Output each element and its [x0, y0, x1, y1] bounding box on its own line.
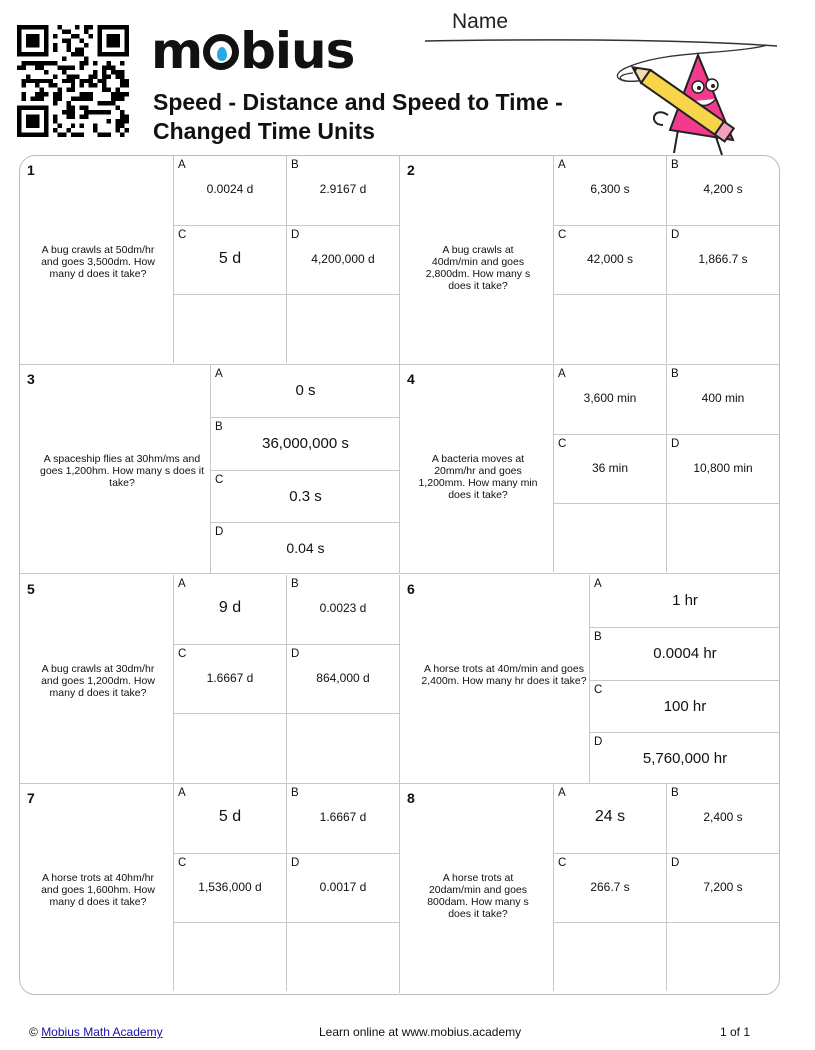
answer-letter: B [671, 368, 679, 380]
answer-value: 1.6667 d [206, 671, 254, 685]
answer-letter: B [594, 631, 602, 644]
answer-letter: C [558, 229, 567, 241]
mobius-logo: m bius [151, 22, 355, 80]
answer-letter: A [558, 159, 566, 171]
answer-letter: B [671, 787, 679, 799]
answer-letter: D [671, 438, 680, 450]
answer-value: 0.0017 d [319, 880, 367, 894]
worksheet-grid [19, 155, 780, 995]
answer-choice-b[interactable] [286, 784, 399, 853]
answer-choice-c[interactable] [173, 225, 286, 294]
answer-letter: D [291, 857, 300, 869]
footer-learn-online: Learn online at www.mobius.academy [319, 1025, 522, 1039]
problem-7 [20, 784, 400, 993]
problem-number: 7 [27, 790, 35, 806]
answer-letter: A [178, 578, 186, 590]
answer-letter: D [291, 648, 300, 660]
answer-value: 2,400 s [703, 810, 743, 824]
answer-choice-d[interactable] [589, 732, 780, 784]
problem-question: A horse trots at 40m/min and goes 2,400m. How many hr does it take? [421, 663, 587, 687]
answer-value: 2.9167 d [319, 182, 367, 196]
answer-choice-a[interactable] [173, 156, 286, 225]
problem-question: A bug crawls at 40dm/min and goes 2,800dm. How many s does it take? [425, 244, 531, 292]
answer-choice-d[interactable] [286, 644, 399, 713]
answer-choice-a[interactable] [173, 575, 286, 644]
work-area [666, 503, 779, 572]
problem-number: 4 [407, 371, 415, 387]
answer-choice-c[interactable] [589, 680, 780, 732]
answer-letter: C [558, 857, 567, 869]
work-area [173, 294, 286, 363]
answer-choice-a[interactable] [173, 784, 286, 853]
name-label: Name [452, 10, 509, 33]
answer-value: 1,866.7 s [698, 252, 748, 266]
answer-value: 400 min [701, 391, 745, 405]
work-area [173, 922, 286, 991]
answer-choice-d[interactable] [210, 522, 400, 574]
answer-choice-b[interactable] [666, 784, 779, 853]
answer-value: 864,000 d [316, 671, 370, 685]
answer-choice-b[interactable] [286, 575, 399, 644]
answer-letter: B [291, 787, 299, 799]
problem-question: A horse trots at 20dam/min and goes 800dam. How many s does it take? [427, 872, 529, 920]
footer-copyright: © Mobius Math Academy [29, 1025, 163, 1039]
work-area [286, 922, 399, 991]
answer-value: 36,000,000 s [262, 435, 349, 453]
problem-number: 2 [407, 162, 415, 178]
answer-choice-d[interactable] [666, 853, 779, 922]
answer-choice-b[interactable] [286, 156, 399, 225]
answer-choice-a[interactable] [210, 365, 400, 417]
answer-choice-c[interactable] [173, 853, 286, 922]
answer-value: 4,200 s [703, 182, 743, 196]
answer-choice-c[interactable] [173, 644, 286, 713]
problem-number: 6 [407, 581, 415, 597]
answer-choice-b[interactable] [666, 156, 779, 225]
answer-choice-c[interactable] [553, 434, 666, 503]
answer-value: 5 d [218, 808, 242, 825]
problem-number: 5 [27, 581, 35, 597]
answer-letter: D [291, 229, 300, 241]
answer-choice-d[interactable] [666, 225, 779, 294]
answer-choice-a[interactable] [589, 575, 780, 627]
work-area [173, 713, 286, 782]
problem-number: 3 [27, 371, 35, 387]
page-indicator: 1 of 1 [720, 1025, 751, 1039]
work-area [286, 294, 399, 363]
answer-value: 0.0004 hr [653, 645, 717, 663]
work-area [666, 922, 779, 991]
logo-drop-icon [203, 34, 239, 70]
answer-letter: D [215, 525, 224, 538]
answer-letter: A [594, 578, 602, 590]
answer-value: 3,600 min [583, 391, 637, 405]
answer-value: 10,800 min [693, 461, 753, 475]
problem-1 [20, 156, 400, 365]
answer-letter: D [671, 229, 680, 241]
answer-value: 24 s [594, 808, 626, 825]
answer-choice-a[interactable] [553, 784, 666, 853]
answer-choice-d[interactable] [286, 853, 399, 922]
answer-value: 266.7 s [590, 880, 630, 894]
answer-choice-a[interactable] [553, 156, 666, 225]
mobius-academy-link[interactable]: Mobius Math Academy [41, 1025, 163, 1039]
answer-value: 0.0024 d [206, 182, 254, 196]
problem-question: A spaceship flies at 30hm/ms and goes 1,200hm. How many s does it take? [39, 453, 204, 489]
answer-letter: A [178, 787, 186, 799]
answer-letter: A [558, 368, 566, 380]
answer-value: 36 min [591, 461, 629, 475]
answer-letter: C [178, 229, 187, 241]
title-line-2: Changed Time Units [153, 118, 375, 144]
problem-4 [400, 365, 780, 574]
answer-letter: A [178, 159, 186, 171]
answer-letter: C [178, 648, 187, 660]
answer-letter: C [594, 683, 603, 696]
answer-letter: B [671, 159, 679, 171]
work-area [553, 294, 666, 363]
answer-letter: D [594, 735, 603, 748]
work-area [553, 922, 666, 991]
answer-choice-c[interactable] [210, 470, 400, 522]
worksheet-title [153, 88, 623, 146]
qr-code [17, 25, 129, 137]
answer-value: 9 d [218, 599, 242, 616]
answer-choice-a[interactable] [553, 365, 666, 434]
work-area [666, 294, 779, 363]
answer-value: 6,300 s [590, 182, 630, 196]
answer-value: 7,200 s [703, 880, 743, 894]
problem-5 [20, 575, 400, 784]
answer-choice-c[interactable] [553, 225, 666, 294]
answer-letter: B [215, 421, 223, 434]
answer-letter: A [558, 787, 566, 799]
answer-value: 0.3 s [289, 487, 322, 505]
answer-choice-b[interactable] [666, 365, 779, 434]
answer-value: 1.6667 d [319, 810, 367, 824]
answer-choice-d[interactable] [666, 434, 779, 503]
answer-value: 42,000 s [586, 252, 634, 266]
problem-2 [400, 156, 780, 365]
answer-letter: C [178, 857, 187, 869]
answer-letter: D [671, 857, 680, 869]
answer-choice-c[interactable] [553, 853, 666, 922]
problem-question: A bug crawls at 50dm/hr and goes 3,500dm. How many d does it take? [41, 244, 155, 280]
answer-choice-b[interactable] [589, 627, 780, 679]
answer-value: 5 d [218, 250, 242, 267]
answer-value: 0 s [295, 382, 316, 399]
problem-3 [20, 365, 400, 574]
answer-choice-b[interactable] [210, 417, 400, 469]
answer-value: 100 hr [663, 697, 707, 715]
answer-value: 4,200,000 d [311, 252, 375, 266]
answer-letter: B [291, 159, 299, 171]
answer-value: 5,760,000 hr [642, 749, 728, 767]
answer-value: 0.0023 d [319, 601, 367, 615]
problem-number: 8 [407, 790, 415, 806]
answer-value: 1,536,000 d [198, 880, 262, 894]
answer-letter: C [558, 438, 567, 450]
work-area [553, 503, 666, 572]
problem-8 [400, 784, 780, 993]
answer-value: 1 hr [672, 592, 698, 609]
answer-letter: A [215, 368, 223, 380]
problem-6 [400, 575, 780, 784]
work-area [286, 713, 399, 782]
answer-letter: B [291, 578, 299, 590]
answer-letter: C [215, 473, 224, 486]
answer-value: 0.04 s [286, 539, 325, 556]
answer-choice-d[interactable] [286, 225, 399, 294]
pencil-mascot-icon [608, 45, 768, 157]
problem-number: 1 [27, 162, 35, 178]
problem-question: A bug crawls at 30dm/hr and goes 1,200dm. How many d does it take? [41, 663, 155, 699]
problem-question: A horse trots at 40hm/hr and goes 1,600hm. How many d does it take? [41, 872, 155, 908]
problem-question: A bacteria moves at 20mm/hr and goes 1,200mm. How many min does it take? [418, 453, 538, 501]
title-line-1: Speed - Distance and Speed to Time - [153, 89, 563, 115]
